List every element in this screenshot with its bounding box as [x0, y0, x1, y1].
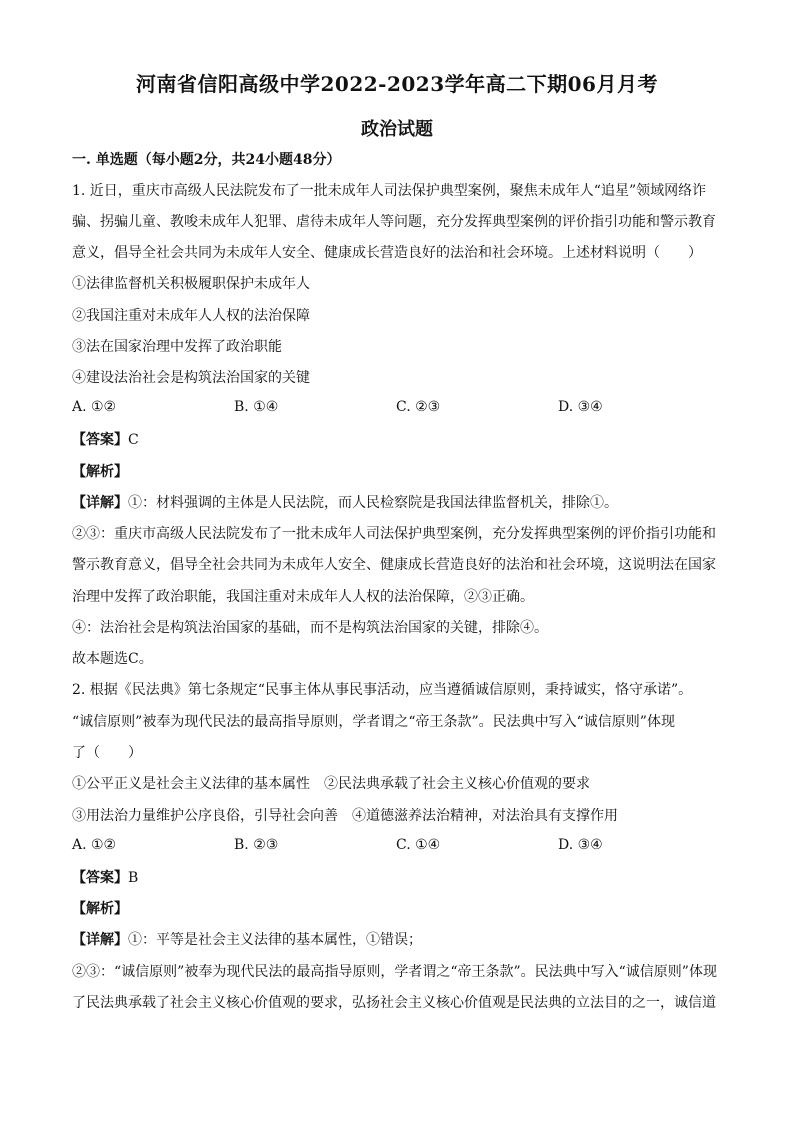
- q1-statement: ②我国注重对未成年人人权的法治保障: [72, 308, 310, 324]
- q1-detail-line: ②③：重庆市高级人民法院发布了一批未成年人司法保护典型案例，充分发挥典型案例的评价指引功能和: [72, 526, 716, 542]
- answer-value: B: [128, 870, 139, 886]
- q1-statement: ①法律监督机关积极履职保护未成年人: [72, 276, 310, 292]
- detail-label: 【详解】: [72, 932, 128, 948]
- q1-detail-line: 治理中发挥了政治职能，我国注重对未成年人人权的法治保障，②③正确。: [72, 589, 534, 605]
- exam-subtitle: 政治试题: [361, 119, 433, 140]
- q1-statement: ④建设法治社会是构筑法治国家的关键: [72, 370, 310, 386]
- q2-option-c: C. ①④: [396, 837, 441, 853]
- q2-analysis-label: [72, 899, 732, 919]
- q1-detail-line: [72, 493, 732, 513]
- detail-text: ①：材料强调的主体是人民法院，而人民检察院是我国法律监督机关，排除①。: [128, 495, 618, 511]
- answer-value: C: [128, 432, 139, 448]
- q2-detail-line: [72, 930, 732, 950]
- q2-option-b: B. ②③: [234, 837, 279, 853]
- q2-stem-line: “诚信原则”被奉为现代民法的最高指导原则，学者谓之“帝王条款”。民法典中写入“诚信原则”体现: [72, 714, 675, 730]
- q1-stem-line: 1. 近日，重庆市高级人民法院发布了一批未成年人司法保护典型案例，聚焦未成年人“追星”领域网络诈: [72, 183, 707, 199]
- section-heading: 一. 单选题（每小题2分，共24小题48分）: [72, 152, 341, 168]
- q1-stem-line: 意义，倡导全社会共同为未成年人安全、健康成长营造良好的法治和社会环境。上述材料说明（ ）: [72, 245, 702, 261]
- q2-stem-line: 2. 根据《民法典》第七条规定“民事主体从事民事活动，应当遵循诚信原则，秉持诚实，恪守承诺”。: [72, 682, 693, 698]
- q2-option-a: A. ①②: [72, 837, 117, 853]
- q2-stem-line: 了（ ）: [72, 745, 142, 761]
- answer-label: 【答案】: [72, 870, 128, 886]
- q1-statement: ③法在国家治理中发挥了政治职能: [72, 339, 282, 355]
- q2-statement: ①公平正义是社会主义法律的基本属性 ②民法典承载了社会主义核心价值观的要求: [72, 776, 590, 792]
- answer-label: 【答案】: [72, 432, 128, 448]
- q2-option-d: D. ③④: [558, 837, 603, 853]
- q1-option-a: A. ①②: [72, 399, 117, 415]
- q1-option-c: C. ②③: [396, 399, 441, 415]
- exam-title: 河南省信阳高级中学2022-2023学年高二下期06月月考: [136, 72, 658, 96]
- q2-detail-line: ②③：“诚信原则”被奉为现代民法的最高指导原则，学者谓之“帝王条款”。民法典中写入“诚信原则”体现: [72, 964, 717, 980]
- q2-answer: [72, 868, 732, 888]
- analysis-label: 【解析】: [72, 464, 128, 480]
- q2-detail-line: 了民法典承载了社会主义核心价值观的要求，弘扬社会主义核心价值观是民法典的立法目的之一，诚信道: [72, 995, 716, 1011]
- q1-detail-line: 警示教育意义，倡导全社会共同为未成年人安全、健康成长营造良好的法治和社会环境，这说明法在国家: [72, 557, 716, 573]
- q1-detail-line: 故本题选C。: [72, 651, 153, 667]
- q1-option-b: B. ①④: [234, 399, 279, 415]
- q1-detail-line: ④：法治社会是构筑法治国家的基础，而不是构筑法治国家的关键，排除④。: [72, 620, 548, 636]
- q2-statement: ③用法治力量维护公序良俗，引导社会向善 ④道德滋养法治精神，对法治具有支撑作用: [72, 808, 618, 824]
- q1-analysis-label: [72, 462, 732, 482]
- detail-label: 【详解】: [72, 495, 128, 511]
- detail-text: ①：平等是社会主义法律的基本属性，①错误；: [128, 932, 422, 948]
- q1-option-d: D. ③④: [558, 399, 603, 415]
- q1-answer: [72, 430, 732, 450]
- q1-stem-line: 骗、拐骗儿童、教唆未成年人犯罪、虐待未成年人等问题，充分发挥典型案例的评价指引功能和警示教育: [72, 214, 716, 230]
- analysis-label: 【解析】: [72, 901, 128, 917]
